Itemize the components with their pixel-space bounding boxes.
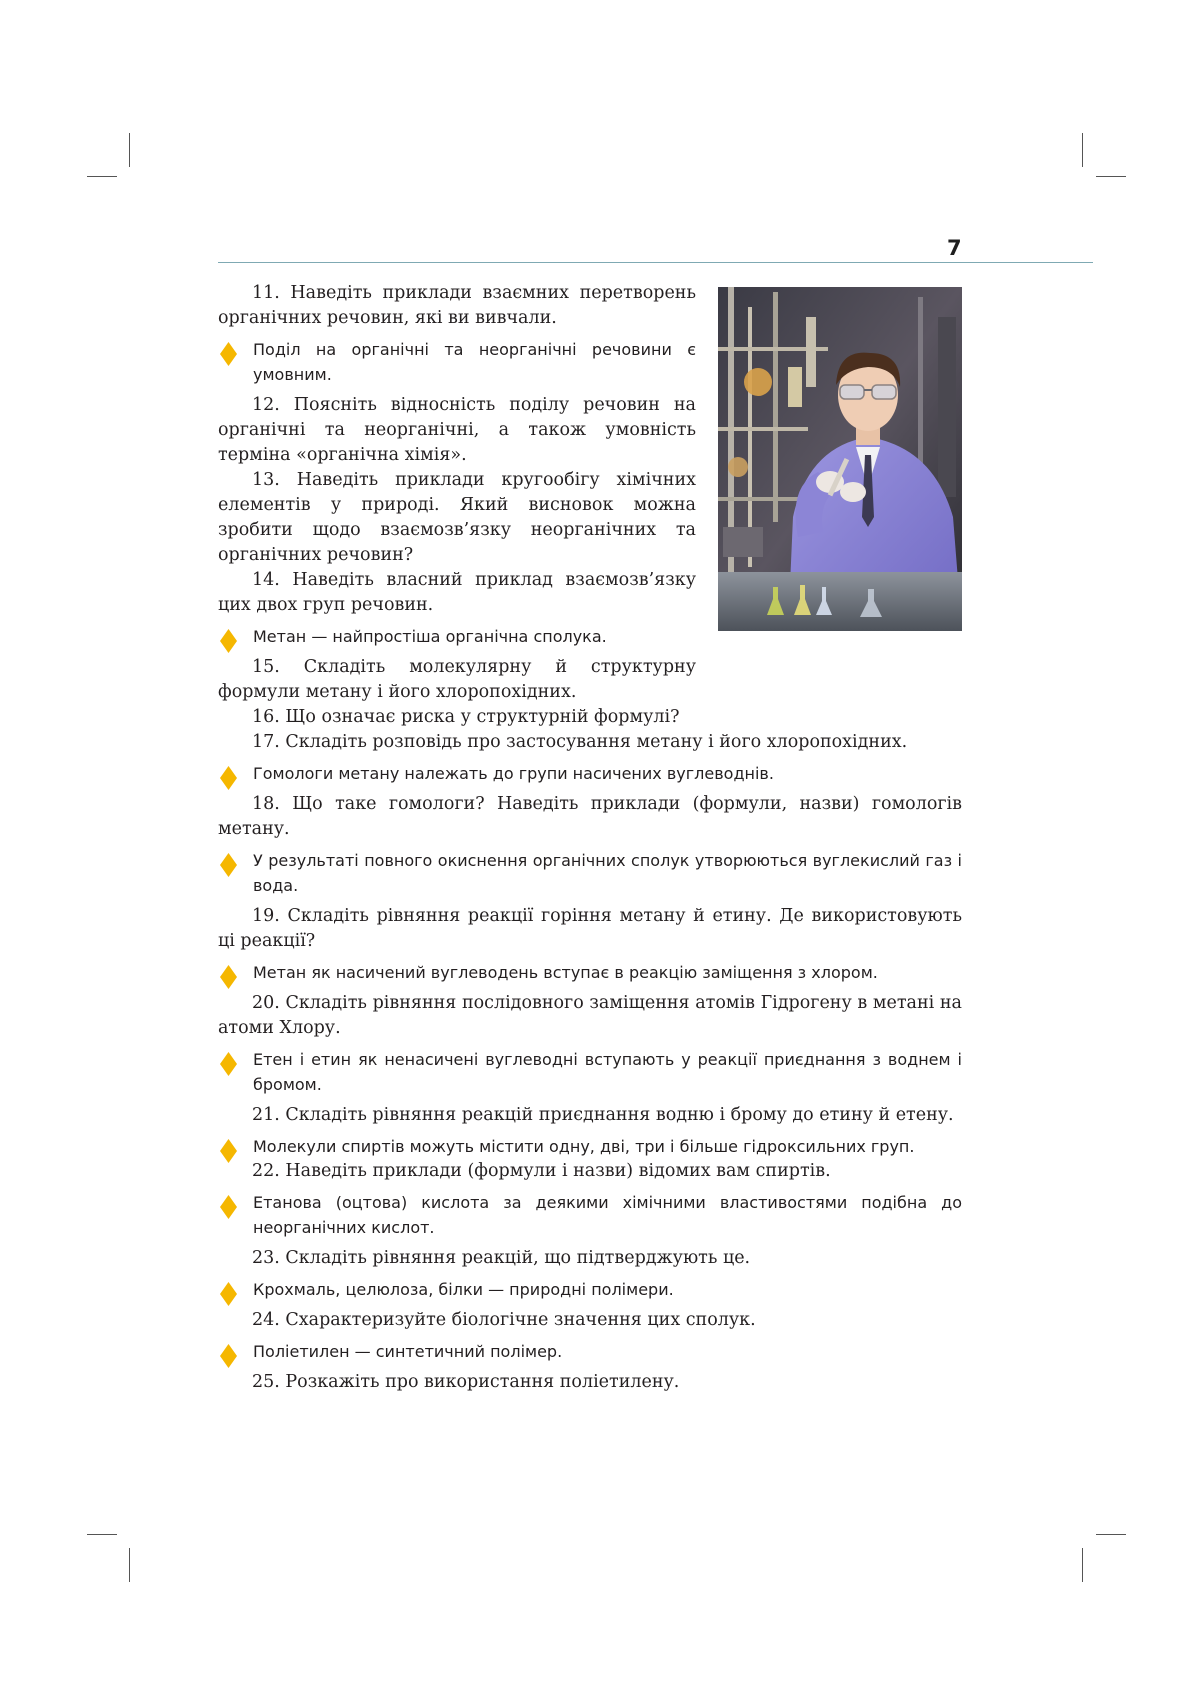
question: 11. Наведіть приклади взаємних перетворень органічних речовин, які ви вивчали. — [218, 283, 696, 328]
key-statement — [218, 624, 696, 649]
key-statement-text: Гомологи метану належать до групи насичених вуглеводнів. — [253, 764, 774, 783]
header-rule — [218, 262, 1093, 263]
key-statement-text: У результаті повного окиснення органічних сполук утворюються вуглекислий газ і вода. — [253, 851, 962, 895]
key-statement — [218, 1339, 962, 1364]
key-statement-text: Метан як насичений вуглеводень вступає в реакцію заміщення з хлором. — [253, 963, 878, 982]
key-statement — [218, 1190, 962, 1240]
question: 24. Схарактеризуйте біологічне значення цих сполук. — [252, 1310, 756, 1330]
diamond-bullet-icon — [220, 1052, 237, 1076]
diamond-bullet-icon — [220, 1195, 237, 1219]
key-statement-text: Поділ на органічні та неорганічні речовини є умовним. — [253, 340, 696, 384]
diamond-bullet-icon — [220, 1282, 237, 1306]
diamond-bullet-icon — [220, 853, 237, 877]
crop-mark — [87, 176, 117, 177]
key-statement-text: Метан — найпростіша органічна сполука. — [253, 627, 607, 646]
question: 21. Складіть рівняння реакцій приєднання водню і брому до етину й етену. — [252, 1105, 954, 1125]
key-statement-text: Етанова (оцтова) кислота за деякими хімічними властивостями подібна до неорганічних кислот. — [253, 1193, 962, 1237]
crop-mark — [1082, 1548, 1083, 1582]
page-number: 7 — [947, 236, 962, 260]
key-statement — [218, 1047, 962, 1097]
crop-mark — [1096, 1534, 1126, 1535]
key-statement — [218, 960, 962, 985]
key-statement — [218, 1134, 962, 1159]
key-statement — [218, 848, 962, 898]
question: 19. Складіть рівняння реакції горіння метану й етину. Де використовують ці реакції? — [218, 906, 962, 951]
crop-mark — [129, 133, 130, 167]
key-statement — [218, 761, 962, 786]
question: 25. Розкажіть про використання поліетилену. — [252, 1372, 680, 1392]
question: 12. Поясніть відносність поділу речовин на органічні та неорганічні, а також умовність терміна «органічна хімія». — [218, 395, 696, 465]
diamond-bullet-icon — [220, 629, 237, 653]
question: 23. Складіть рівняння реакцій, що підтверджують це. — [252, 1248, 751, 1268]
question: 13. Наведіть приклади кругообігу хімічних елементів у природі. Який висновок можна зробити щодо взаємозв’язку неорганічних та органічних речовин? — [218, 470, 696, 565]
diamond-bullet-icon — [220, 965, 237, 989]
crop-mark — [129, 1548, 130, 1582]
key-statement — [218, 1277, 962, 1302]
key-statement-text: Етен і етин як ненасичені вуглеводні вступають у реакції приєднання з воднем і бромом. — [253, 1050, 962, 1094]
diamond-bullet-icon — [220, 766, 237, 790]
key-statement-text: Поліетилен — синтетичний полімер. — [253, 1342, 563, 1361]
diamond-bullet-icon — [220, 1139, 237, 1163]
crop-mark — [87, 1534, 117, 1535]
key-statement-text: Крохмаль, целюлоза, білки — природні полімери. — [253, 1280, 674, 1299]
question: 20. Складіть рівняння послідовного заміщення атомів Гідрогену в метані на атоми Хлору. — [218, 993, 962, 1038]
question: 17. Складіть розповідь про застосування метану і його хлоропохідних. — [252, 732, 908, 752]
question: 22. Наведіть приклади (формули і назви) відомих вам спиртів. — [252, 1161, 831, 1181]
key-statement — [218, 337, 696, 387]
document-body — [218, 281, 962, 1401]
question: 15. Складіть молекулярну й структурну формули метану і його хлоропохідних. — [218, 657, 696, 702]
key-statement-text: Молекули спиртів можуть містити одну, дві, три і більше гідроксильних груп. — [253, 1137, 915, 1156]
question: 14. Наведіть власний приклад взаємозв’язку цих двох груп речовин. — [218, 570, 696, 615]
crop-mark — [1096, 176, 1126, 177]
diamond-bullet-icon — [220, 342, 237, 366]
question: 18. Що таке гомологи? Наведіть приклади (формули, назви) гомологів метану. — [218, 794, 962, 839]
crop-mark — [1082, 133, 1083, 167]
question: 16. Що означає риска у структурній формулі? — [252, 707, 680, 727]
diamond-bullet-icon — [220, 1344, 237, 1368]
